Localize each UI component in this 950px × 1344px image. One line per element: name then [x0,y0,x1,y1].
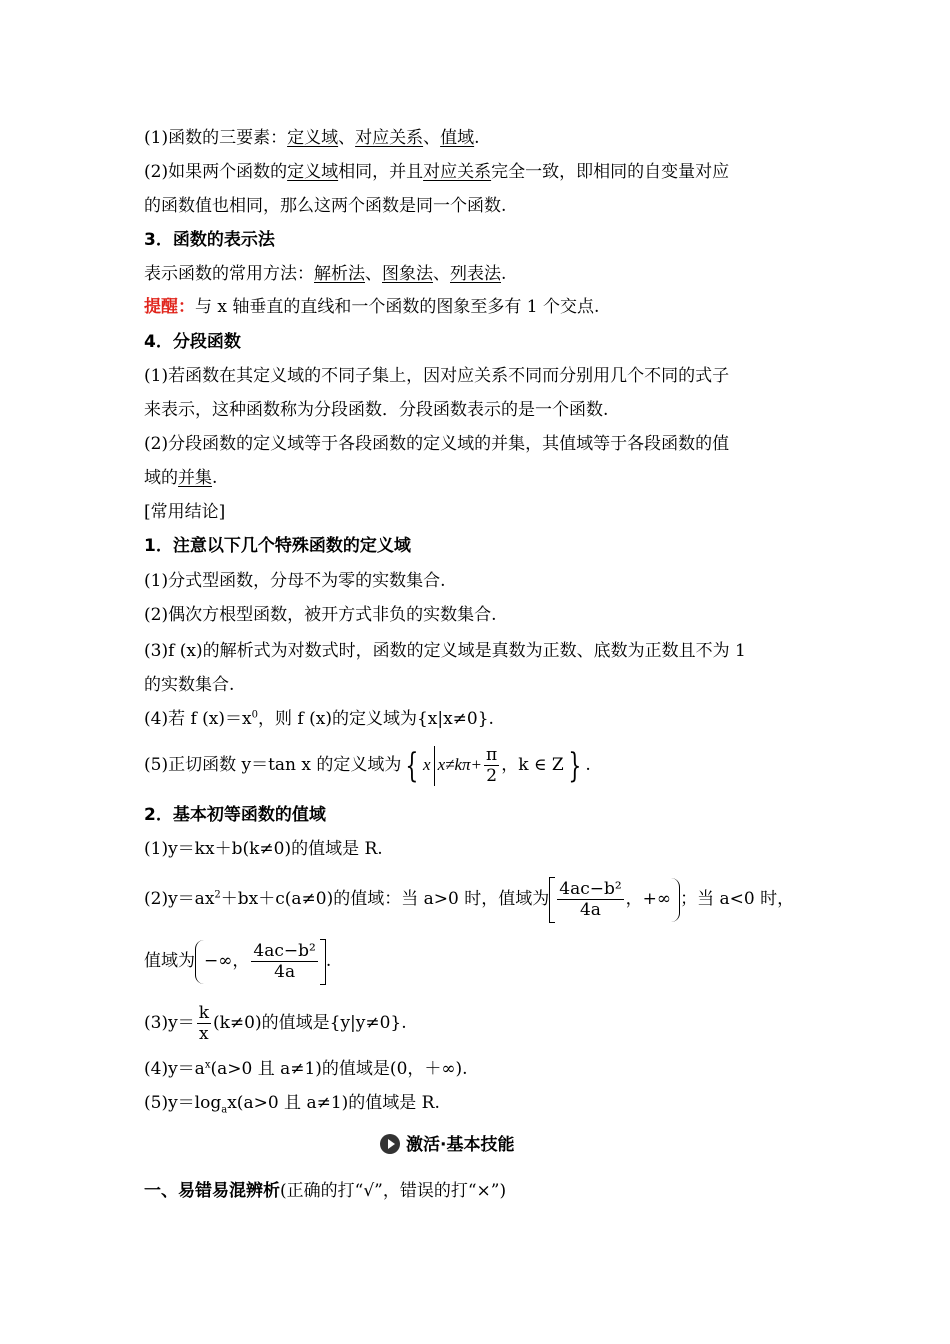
section-header: 激活·基本技能 [380,1134,514,1156]
item-exponential: $(4)y=a^x(a>0$ 且 a≠1)的值域是(0，＋∞). [144,1059,468,1079]
item-power-zero: (4)若 f $(x)=x^0$，则 f (x)的定义域为{x|x≠0}. [144,709,494,729]
heading-special-domains: 1．注意以下几个特殊函数的定义域 [144,536,411,556]
item-linear: (1)y＝kx＋b(k≠0)的值域是 R. [144,839,383,859]
item-even-root: (2)偶次方根型函数，被开方式非负的实数集合. [144,605,497,625]
line-three-elements: (1)函数的三要素：定义域、对应关系、值域. [144,128,480,148]
line-same-function-cont: 的函数值也相同，那么这两个函数是同一个函数. [144,196,507,216]
heading-ranges: 2．基本初等函数的值域 [144,805,326,825]
common-conclusions-label: [常用结论] [144,502,226,522]
heading-representation: 3．函数的表示法 [144,230,275,250]
line-same-function: (2)如果两个函数的定义域相同，并且对应关系完全一致，即相同的自变量对应 [144,162,730,182]
tip-line: 提醒：与 x 轴垂直的直线和一个函数的图象至多有 1 个交点. [144,297,600,317]
item-log-cont: 的实数集合. [144,675,235,695]
item-tangent: (5)正切函数 y＝tan x 的定义域为 { x x≠kπ+ $\frac{\pi}{2}$ ，k ∈ Z } . [144,745,591,786]
answer-domain: 定义域 [287,128,339,148]
line-piecewise-4: 域的并集. [144,468,218,488]
item-inverse: (3)y＝ $\frac{k}{x}$ (k≠0)的值域是{y|y≠0}. [144,1003,407,1044]
line-methods: 表示函数的常用方法：解析法、图象法、列表法. [144,264,507,284]
item-fraction: (1)分式型函数，分母不为零的实数集合. [144,571,446,591]
quadratic-extreme-fraction: $\frac{\text{4ac−b²}}{4a}$ [559,879,622,920]
item-logarithm: $(5)y=\log_ax(a>0$ 且 a≠1)的值域是 R. [144,1093,440,1116]
item-log: (3)f (x)的解析式为对数式时，函数的定义域是真数为正数、底数为正数且不为 1 [144,641,746,661]
pi-over-two-fraction: $\frac{\pi}{2}$ [486,745,498,786]
answer-correspondence: 对应关系 [355,128,424,148]
item-quadratic: $(2)y=ax^2+bx+c(a\ne 0)$的值域：当 a>0 时，值域为 $\frac{\text{4ac−b²}}{4a}$ ，+∞ ；当 a<0 时， [144,876,794,923]
play-icon [380,1134,400,1154]
line-piecewise-2: 来表示，这种函数称为分段函数．分段函数表示的是一个函数. [144,400,609,420]
line-piecewise-3: (2)分段函数的定义域等于各段函数的定义域的并集，其值域等于各段函数的值 [144,434,730,454]
part-one-heading: 一、易错易混辨析(正确的打“√”，错误的打“×”) [144,1181,507,1201]
k-over-x-fraction: $\frac{k}{x}$ [198,1003,209,1044]
line-piecewise-1: (1)若函数在其定义域的不同子集上，因对应关系不同而分别用几个不同的式子 [144,366,730,386]
heading-piecewise: 4．分段函数 [144,332,241,352]
tip-label: 提醒： [144,297,195,317]
item-quadratic-cont: 值域为 −∞， $\frac{\text{4ac−b²}}{4a}$ . [144,938,331,985]
answer-range: 值域 [440,128,475,148]
